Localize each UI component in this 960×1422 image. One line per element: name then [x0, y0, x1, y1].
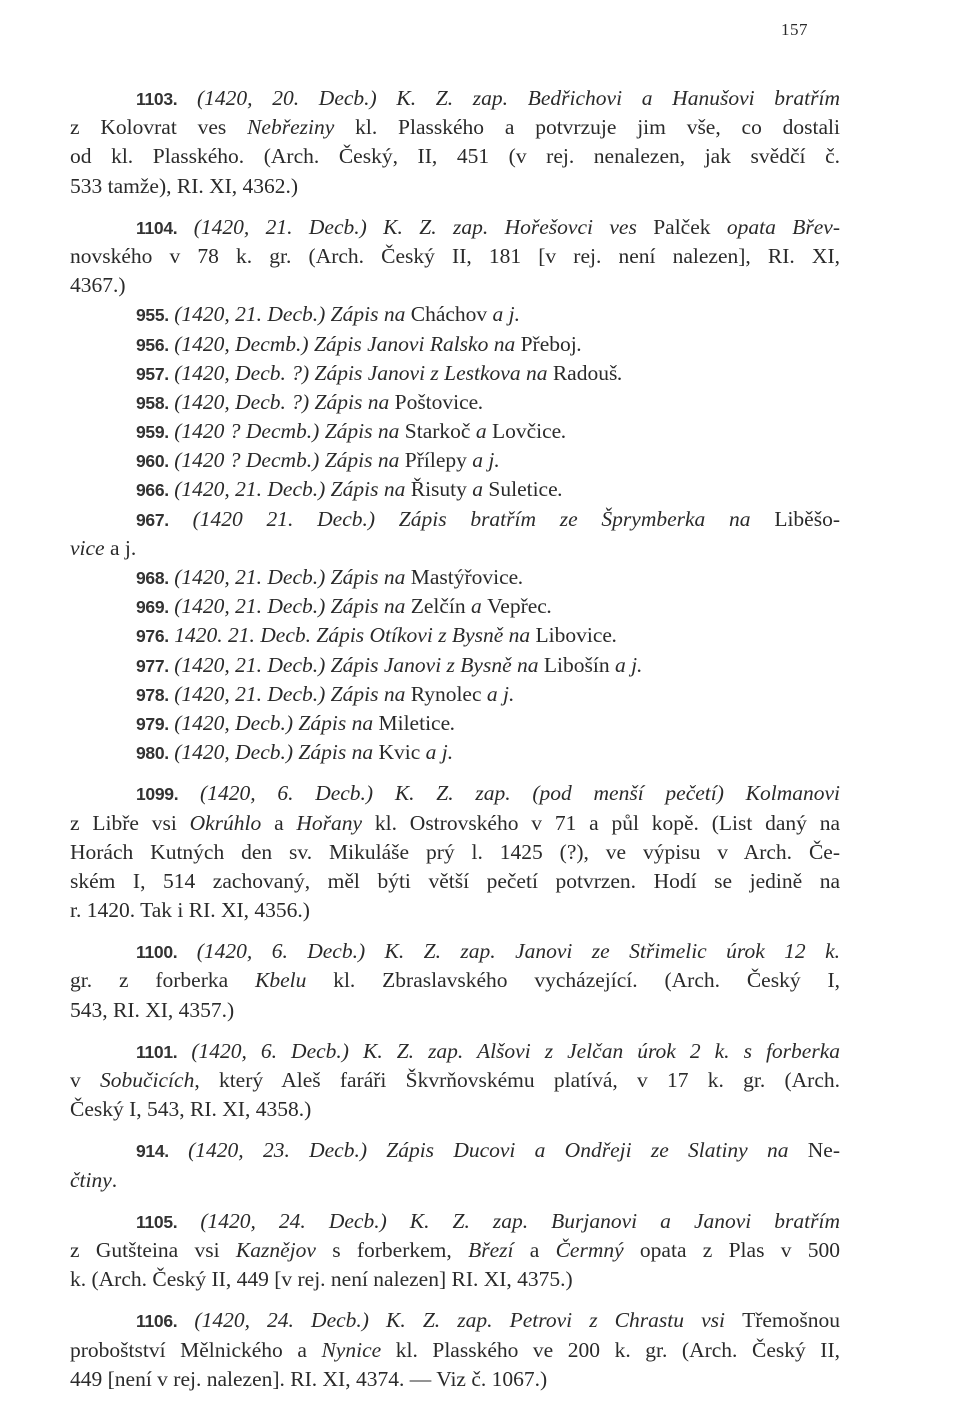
entry	[70, 300, 840, 329]
place-name: (1420, 24. Decb.) K. Z. zap. Burjanovi a Janovi bratřím	[177, 1208, 840, 1233]
text-line	[70, 1236, 840, 1265]
text-line	[70, 1207, 840, 1236]
text-segment: 543, RI. XI, 4357.)	[70, 997, 235, 1022]
text-segment: , který Aleš faráři Škvrňovskému platívá, v 17 k. gr. (Arch.	[194, 1068, 840, 1092]
text-line	[70, 417, 840, 446]
text-segment: Třemošnou	[742, 1308, 840, 1333]
entry-number: 977.	[136, 655, 169, 676]
text-line	[70, 300, 840, 329]
text-line	[70, 996, 840, 1025]
place-name: a j.	[466, 448, 500, 473]
entry	[70, 1207, 840, 1295]
place-name: .	[557, 477, 564, 502]
entry	[70, 417, 840, 446]
text-segment: ském I, 514 zachovaný, měl býti větší pečetí potvrzen. Hodí se jedině na	[70, 868, 840, 893]
text-line	[70, 1037, 840, 1066]
place-name: Hořany	[296, 810, 363, 835]
place-name: (1420, Decmb.) Zápis Janovi Ralsko na	[168, 331, 521, 356]
text-segment: Starkoč	[404, 419, 471, 444]
place-name: Okrúhlo	[189, 810, 262, 835]
entry	[70, 330, 840, 359]
text-line	[70, 475, 840, 504]
place-name: opata Břev-	[710, 214, 840, 239]
text-line	[70, 838, 840, 867]
text-segment: Liběšo-	[774, 506, 840, 531]
text-line	[70, 592, 840, 621]
entry-number: 960.	[136, 451, 169, 472]
text-line	[70, 563, 840, 592]
text-segment: a	[513, 1237, 556, 1262]
text-segment: Řisuty	[410, 477, 467, 502]
entry-number: 1103.	[136, 89, 178, 109]
text-line	[70, 142, 840, 171]
text-line	[70, 446, 840, 475]
text-segment: z Libře vsi	[70, 810, 190, 835]
entry	[70, 563, 840, 592]
text-segment: Přílepy	[404, 448, 467, 473]
text-segment: Český I, 543, RI. XI, 4358.)	[70, 1097, 312, 1122]
text-line	[70, 1336, 840, 1365]
text-segment: Rynolec	[410, 681, 482, 706]
entry	[70, 84, 840, 201]
text-segment: od kl. Plasského. (Arch. Český, II, 451 (v rej. nenalezen, jak svědčí č.	[70, 144, 840, 169]
place-name: Kbelu	[255, 968, 307, 993]
paragraph-gap	[70, 925, 840, 937]
text-line	[70, 505, 840, 534]
place-name: (1420, 21. Decb.) Zápis na	[168, 681, 411, 706]
text-segment: s forberkem,	[315, 1237, 469, 1262]
text-segment: r. 1420. Tak i RI. XI, 4356.)	[70, 898, 310, 923]
text-segment: novského v 78 k. gr. (Arch. Český II, 181 [v rej. není nalezen], RI. XI,	[70, 243, 840, 268]
place-name: (1420, Decb. ?) Zápis Janovi z Lestkova na	[168, 360, 553, 385]
text-segment: Palček	[653, 214, 711, 239]
entry-number: 1100.	[136, 942, 178, 963]
text-segment: Horách Kutných den sv. Mikuláše prý l. 1425 (?), ve výpisu v Arch. Če-	[70, 839, 840, 864]
entry	[70, 388, 840, 417]
text-segment: proboštství Mělnického a	[70, 1337, 322, 1362]
text-segment: z Kolovrat ves	[70, 115, 248, 140]
text-segment: kl. Plasského ve 200 k. gr. (Arch. Český II,	[381, 1337, 840, 1362]
entry-number: 959.	[136, 422, 169, 443]
place-name: Kaznějov	[235, 1237, 316, 1262]
text-segment: Libovice	[535, 623, 612, 648]
text-line	[70, 242, 840, 271]
place-name: Březí	[468, 1237, 514, 1262]
place-name: .	[478, 389, 484, 414]
text-line	[70, 867, 840, 896]
text-line	[70, 651, 840, 680]
entry-number: 1104.	[136, 217, 178, 238]
place-name: (1420, Decb. ?) Zápis na	[168, 389, 395, 414]
place-name: čtiny	[70, 1167, 112, 1192]
text-segment: kl. Zbraslavského vycházející. (Arch. Český I,	[306, 968, 840, 993]
text-segment: 449 [není v rej. nalezen]. RI. XI, 4374. — Viz č. 1067.)	[70, 1366, 548, 1391]
text-line	[70, 84, 840, 113]
text-line	[70, 1095, 840, 1124]
place-name: a	[466, 477, 489, 502]
place-name: .	[617, 360, 623, 385]
place-name: 1420. 21. Decb. Zápis Otíkovi z Bysně na	[168, 623, 536, 648]
text-line	[70, 1265, 840, 1294]
place-name: (1420, 23. Decb.) Zápis Ducovi a Ondřeji ze Slatiny na	[168, 1138, 808, 1163]
entry-number: 958.	[136, 392, 169, 413]
entry	[70, 680, 840, 709]
entry-number: 1101.	[136, 1041, 178, 1062]
text-line	[70, 388, 840, 417]
entry-number: 979.	[136, 713, 169, 734]
text-segment: Suletice	[488, 477, 558, 502]
text-segment: Cháchov	[410, 302, 488, 327]
entry	[70, 505, 840, 563]
place-name: Nynice	[321, 1337, 382, 1362]
place-name: (1420 21. Decb.) Zápis bratřím ze Šprymberka na	[168, 506, 775, 531]
place-name: (1420, 21. Decb.) Zápis na	[168, 594, 411, 619]
text-segment: 533 tamže), RI. XI, 4362.)	[70, 173, 299, 198]
text-segment: opata z Plas v 500	[623, 1237, 840, 1262]
place-name: a j.	[420, 740, 454, 765]
text-segment: kl. Ostrovského v 71 a půl kopě. (List daný na	[362, 810, 840, 835]
entry	[70, 1037, 840, 1125]
text-segment: Vepřec	[487, 594, 547, 619]
paragraph-gap	[70, 1025, 840, 1037]
text-segment: Kvic	[378, 740, 421, 765]
text-segment: kl. Plasského a potvrzuje jim vše, co dostali	[334, 115, 840, 140]
place-name: .	[518, 565, 524, 589]
text-segment: a j.	[104, 535, 137, 560]
entry-number: 976.	[136, 626, 169, 647]
paragraph-gap	[70, 1124, 840, 1136]
entry	[70, 1306, 840, 1394]
text-line	[70, 359, 840, 388]
text-line	[70, 738, 840, 767]
place-name: .	[546, 594, 553, 619]
text-line	[70, 1066, 840, 1095]
text-segment: Poštovice	[394, 389, 479, 414]
entry	[70, 738, 840, 767]
text-line	[70, 330, 840, 359]
text-segment: .	[111, 1167, 118, 1192]
place-name: a j.	[487, 302, 521, 327]
entry	[70, 621, 840, 650]
entry-number: 968.	[136, 568, 169, 588]
text-line	[70, 779, 840, 808]
text-segment: Mastýřovice	[410, 565, 519, 589]
place-name: (1420, 6. Decb.) K. Z. zap. (pod menší pečetí) Kolmanovi	[178, 781, 840, 806]
entry-number: 967.	[136, 509, 169, 530]
paragraph-gap	[70, 767, 840, 779]
place-name: Nebřeziny	[247, 115, 335, 140]
place-name: (1420, Decb.) Zápis na	[168, 740, 379, 765]
text-segment: Ne-	[807, 1138, 840, 1163]
place-name: (1420 ? Decmb.) Zápis na	[168, 419, 405, 444]
text-line	[70, 534, 840, 563]
text-segment: a	[261, 810, 297, 835]
text-segment: Miletice	[378, 710, 451, 735]
place-name: a j.	[481, 681, 515, 706]
text-segment: Radouš	[552, 360, 618, 385]
place-name: a	[470, 419, 492, 444]
entry	[70, 651, 840, 680]
entry	[70, 592, 840, 621]
page-number: 157	[781, 20, 808, 39]
entry	[70, 359, 840, 388]
paragraph-gap	[70, 1195, 840, 1207]
entry-number: 966.	[136, 480, 169, 501]
place-name: Sobučicích	[100, 1068, 195, 1092]
text-segment: v	[70, 1068, 100, 1092]
entry-number: 1106.	[136, 1311, 178, 1332]
text-line	[70, 896, 840, 925]
entry	[70, 937, 840, 1025]
paragraph-gap	[70, 201, 840, 213]
paragraph-gap	[70, 1294, 840, 1306]
text-line	[70, 213, 840, 242]
place-name: .	[561, 419, 567, 444]
text-line	[70, 1166, 840, 1195]
place-name: a j.	[609, 652, 643, 677]
place-name: (1420, 24. Decb.) K. Z. zap. Petrovi z Chrastu vsi	[177, 1308, 743, 1333]
entry-number: 1099.	[136, 784, 179, 805]
entry	[70, 475, 840, 504]
place-name: .	[611, 623, 618, 648]
place-name: (1420, Decb.) Zápis na	[168, 710, 379, 735]
entry	[70, 779, 840, 925]
place-name: .	[450, 710, 456, 735]
place-name: vice	[70, 535, 105, 560]
document-body	[70, 84, 840, 1394]
place-name: (1420, 6. Decb.) K. Z. zap. Alšovi z Jelčan úrok 2 k. s forberka	[177, 1038, 840, 1063]
text-segment: k. (Arch. Český II, 449 [v rej. není nalezen] RI. XI, 4375.)	[70, 1267, 573, 1292]
entry	[70, 213, 840, 301]
text-line	[70, 113, 840, 142]
entry	[70, 1136, 840, 1194]
place-name: (1420, 21. Decb.) Zápis Janovi z Bysně na	[168, 652, 544, 677]
place-name: (1420, 20. Decb.) K. Z. zap. Bedřichovi a Hanušovi bratřím	[177, 86, 840, 110]
entry	[70, 709, 840, 738]
text-line	[70, 621, 840, 650]
place-name: (1420 ? Decmb.) Zápis na	[168, 448, 405, 473]
text-segment: Libošín	[543, 652, 610, 677]
entry-number: 969.	[136, 597, 169, 618]
text-line	[70, 966, 840, 995]
text-line	[70, 1136, 840, 1165]
text-line	[70, 709, 840, 738]
text-segment: Lovčice	[491, 419, 562, 444]
text-line	[70, 172, 840, 201]
entry-number: 980.	[136, 743, 169, 764]
text-segment: 4367.)	[70, 273, 126, 298]
place-name: (1420, 21. Decb.) Zápis na	[168, 302, 411, 327]
text-segment: z Gutšteina vsi	[70, 1237, 236, 1262]
text-line	[70, 680, 840, 709]
place-name: .	[576, 331, 583, 356]
entry	[70, 446, 840, 475]
place-name: (1420, 21. Decb.) K. Z. zap. Hořešovci ves	[177, 214, 654, 239]
entry-number: 955.	[136, 305, 169, 326]
text-segment: Přeboj	[520, 331, 577, 356]
text-line	[70, 1365, 840, 1394]
text-segment: Zelčín	[410, 594, 466, 619]
place-name: Čermný	[555, 1237, 624, 1262]
entry-number: 956.	[136, 334, 169, 355]
text-line	[70, 937, 840, 966]
entry-number: 914.	[136, 1141, 169, 1162]
text-line	[70, 809, 840, 838]
text-line	[70, 271, 840, 300]
place-name: (1420, 6. Decb.) K. Z. zap. Janovi ze Střimelic úrok 12 k.	[177, 939, 840, 964]
entry-number: 957.	[136, 363, 169, 384]
entry-number: 1105.	[136, 1211, 178, 1232]
place-name: a	[465, 594, 488, 619]
entry-number: 978.	[136, 684, 169, 705]
text-segment: gr. z forberka	[70, 968, 255, 993]
text-line	[70, 1306, 840, 1335]
place-name: (1420, 21. Decb.) Zápis na	[168, 565, 411, 589]
place-name: (1420, 21. Decb.) Zápis na	[168, 477, 411, 502]
